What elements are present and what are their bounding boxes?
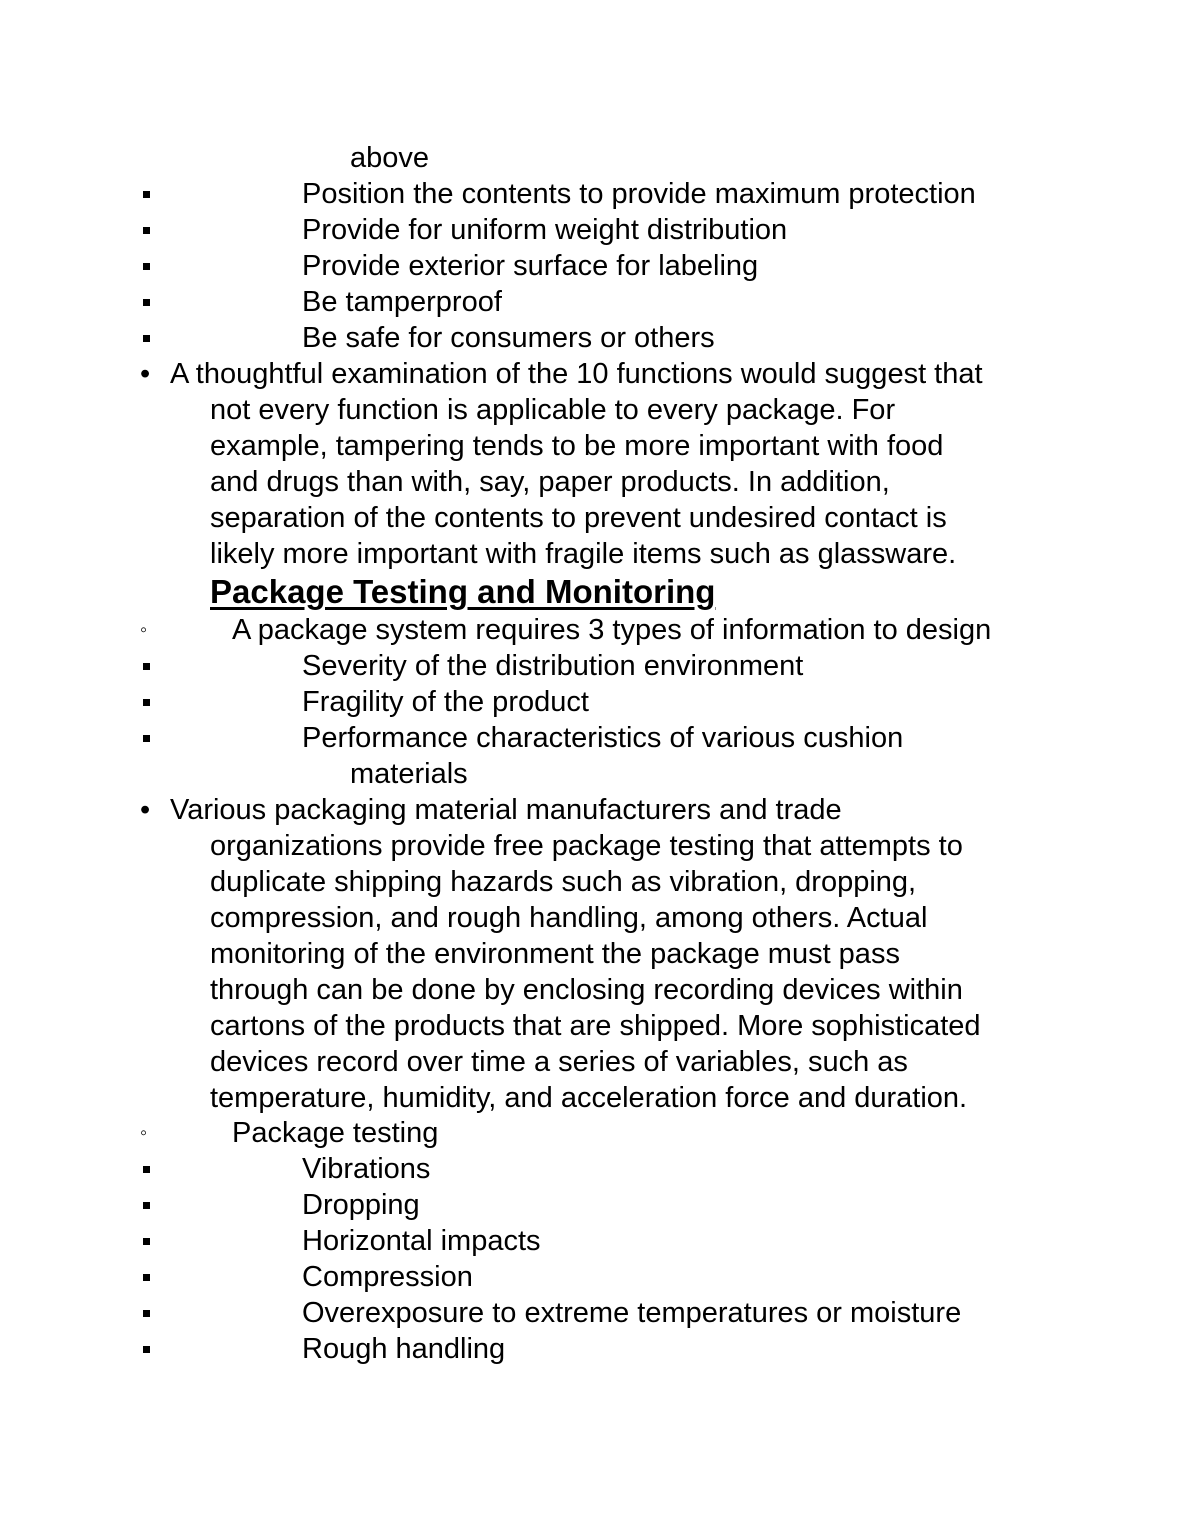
list-item-text: Rough handling [302, 1333, 506, 1365]
paragraph-line: and drugs than with, say, paper products. In addition, [210, 466, 890, 498]
paragraph-body [210, 392, 956, 572]
square-bullet-icon [143, 1346, 150, 1353]
list-item-text: Be safe for consumers or others [302, 322, 715, 354]
list-item-text: Vibrations [302, 1153, 431, 1185]
paragraph-line: through can be done by enclosing recording devices within [210, 974, 963, 1006]
bullet-icon: • [140, 358, 151, 390]
square-bullet-icon [143, 1274, 150, 1281]
list-item-text: Overexposure to extreme temperatures or moisture [302, 1297, 962, 1329]
square-bullet-icon [143, 663, 150, 670]
square-bullet-icon [143, 735, 150, 742]
square-bullet-icon [143, 1166, 150, 1173]
list-item-text: Position the contents to provide maximum protection [302, 178, 976, 210]
paragraph-line: monitoring of the environment the package must pass [210, 938, 900, 970]
list-item-text: Provide exterior surface for labeling [302, 250, 759, 282]
square-bullet-icon [143, 1202, 150, 1209]
square-bullet-icon [143, 1310, 150, 1317]
square-bullet-icon [143, 335, 150, 342]
paragraph-line: cartons of the products that are shipped. More sophisticated [210, 1010, 981, 1042]
paragraph-line: example, tampering tends to be more important with food [210, 430, 944, 462]
list-item-continuation: materials [350, 758, 468, 790]
continued-text: above [350, 142, 430, 174]
list-item-text: Horizontal impacts [302, 1225, 541, 1257]
list-item-text: Provide for uniform weight distribution [302, 214, 788, 246]
sub-item-text: Package testing [232, 1117, 439, 1149]
list-item-text: Fragility of the product [302, 686, 589, 718]
bullet-icon: • [140, 794, 151, 826]
list-item-text: Compression [302, 1261, 473, 1293]
paragraph-line: temperature, humidity, and acceleration force and duration. [210, 1082, 968, 1114]
paragraph-line: compression, and rough handling, among others. Actual [210, 902, 928, 934]
square-bullet-icon [143, 1238, 150, 1245]
paragraph-line: not every function is applicable to every package. For [210, 394, 896, 426]
paragraph-line: organizations provide free package testing that attempts to [210, 830, 963, 862]
square-bullet-icon [143, 299, 150, 306]
circle-bullet-icon: ◦ [140, 619, 148, 641]
paragraph-first-line: Various packaging material manufacturers and trade [170, 794, 842, 826]
paragraph-line: duplicate shipping hazards such as vibration, dropping, [210, 866, 917, 898]
list-item-text: Be tamperproof [302, 286, 502, 318]
sub-item-text: A package system requires 3 types of information to design [232, 614, 992, 646]
square-bullet-icon [143, 191, 150, 198]
list-item-text: Severity of the distribution environment [302, 650, 804, 682]
square-bullet-icon [143, 699, 150, 706]
paragraph-first-line: A thoughtful examination of the 10 functions would suggest that [170, 358, 983, 390]
paragraph-line: devices record over time a series of variables, such as [210, 1046, 908, 1078]
paragraph-body [210, 828, 981, 1116]
square-bullet-icon [143, 263, 150, 270]
paragraph-line: likely more important with fragile items such as glassware. [210, 538, 957, 570]
paragraph-line: separation of the contents to prevent undesired contact is [210, 502, 947, 534]
square-bullet-icon [143, 227, 150, 234]
list-item-text: Performance characteristics of various cushion [302, 722, 904, 754]
list-item-text: Dropping [302, 1189, 420, 1221]
circle-bullet-icon: ◦ [140, 1122, 148, 1144]
section-heading: Package Testing and Monitoring [210, 573, 716, 610]
